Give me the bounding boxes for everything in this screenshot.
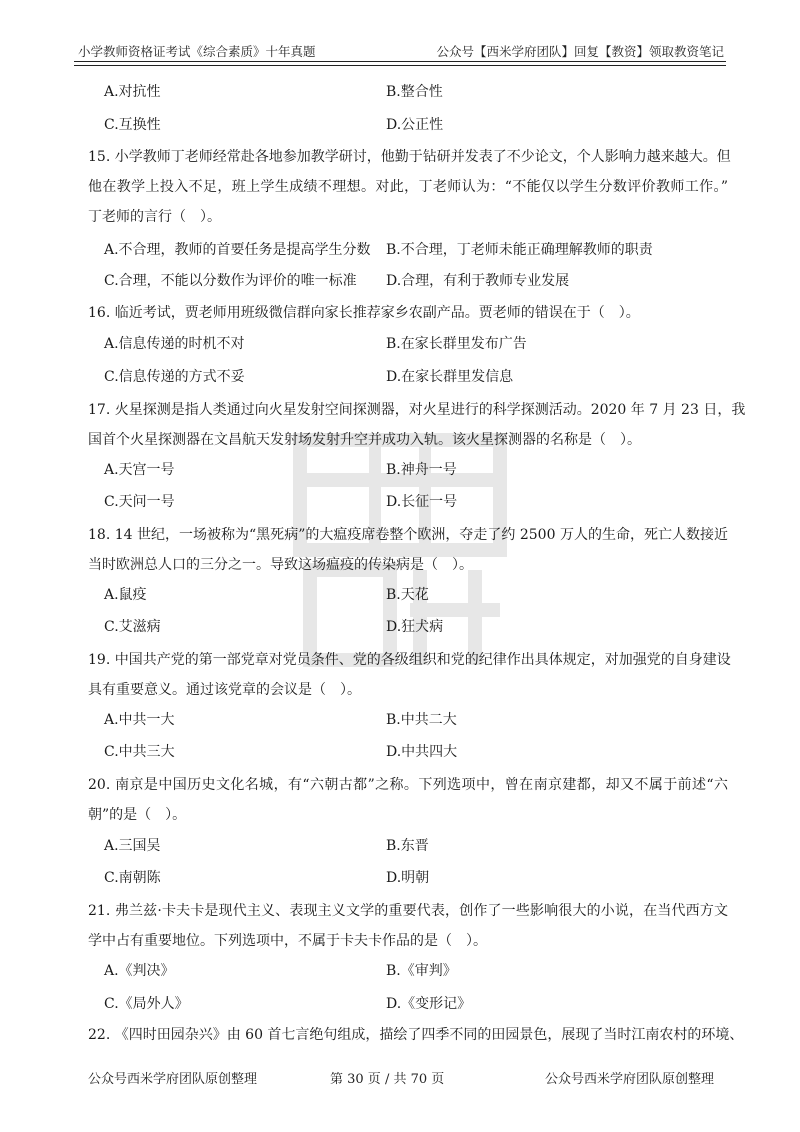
q16-option-d: D.在家长群里发信息 xyxy=(386,369,514,385)
question-15 xyxy=(88,142,731,232)
q20-option-b: B.东晋 xyxy=(386,838,429,854)
q21-option-a: A.《判决》 xyxy=(104,963,175,979)
q18-option-a: A.鼠疫 xyxy=(104,587,147,603)
q15-option-b: B.不合理，丁老师未能正确理解教师的职责 xyxy=(386,242,653,258)
question-17-line: 国首个火星探测器在文昌航天发射场发射升空并成功入轨。该火星探测器的名称是（ ）。 xyxy=(88,432,641,448)
question-17 xyxy=(88,395,746,455)
q21-option-c: C.《局外人》 xyxy=(104,996,189,1012)
question-18-line: 当时欧洲总人口的三分之一。导致这场瘟疫的传染病是（ ）。 xyxy=(88,557,473,573)
q21-option-d: D.《变形记》 xyxy=(386,996,472,1012)
question-15-line: 15. 小学教师丁老师经常赴各地参加教学研讨，他勤于钻研并发表了不少论文，个人影响力越来越大。但 xyxy=(88,149,731,165)
q20-option-d: D.明朝 xyxy=(386,870,430,886)
question-15-line: 丁老师的言行（ ）。 xyxy=(88,209,221,225)
question-18 xyxy=(88,520,728,580)
q17-option-a: A.天宫一号 xyxy=(104,462,175,478)
question-21-line: 21. 弗兰兹·卡夫卡是现代主义、表现主义文学的重要代表，创作了一些影响很大的小说，在当代西方文 xyxy=(88,903,728,919)
question-20 xyxy=(88,770,728,830)
q19-option-b: B.中共二大 xyxy=(386,712,457,728)
q15-option-a: A.不合理，教师的首要任务是提高学生分数 xyxy=(104,242,371,258)
q17-option-d: D.长征一号 xyxy=(386,494,458,510)
q17-option-b: B.神舟一号 xyxy=(386,462,457,478)
question-22-line: 22. 《四时田园杂兴》由 60 首七言绝句组成，描绘了四季不同的田园景色，展现了当时江南农村的环境、 xyxy=(88,1027,744,1043)
q14-option-a: A.对抗性 xyxy=(104,84,161,100)
question-18-line: 18. 14 世纪，一场被称为“黑死病”的大瘟疫席卷整个欧洲，夺走了约 2500 万人的生命，死亡人数接近 xyxy=(88,527,728,543)
question-16 xyxy=(88,298,728,328)
q16-option-b: B.在家长群里发布广告 xyxy=(386,336,527,352)
header-promo: 公众号【西米学府团队】回复【教资】领取教资笔记 xyxy=(436,44,724,59)
q14-option-d: D.公正性 xyxy=(386,117,444,133)
q19-option-a: A.中共一大 xyxy=(104,712,175,728)
question-17-line: 17. 火星探测是指人类通过向火星发射空间探测器，对火星进行的科学探测活动。2020 年 7 月 23 日，我 xyxy=(88,402,746,418)
question-16-line: 16. 临近考试，贾老师用班级微信群向家长推荐家乡农副产品。贾老师的错误在于（ ）。 xyxy=(88,305,640,321)
question-22 xyxy=(88,1020,744,1050)
question-21-line: 学中占有重要地位。下列选项中，不属于卡夫卡作品的是（ ）。 xyxy=(88,933,487,949)
q15-option-c: C.合理，不能以分数作为评价的唯一标准 xyxy=(104,273,357,289)
footer-left: 公众号西米学府团队原创整理 xyxy=(88,1072,258,1087)
q18-option-c: C.艾滋病 xyxy=(104,619,161,635)
q17-option-c: C.天问一号 xyxy=(104,494,175,510)
question-21 xyxy=(88,896,728,956)
question-19-line: 具有重要意义。通过该党章的会议是（ ）。 xyxy=(88,682,361,698)
q18-option-b: B.天花 xyxy=(386,587,429,603)
question-19-line: 19. 中国共产党的第一部党章对党员条件、党的各级组织和党的纪律作出具体规定，对加强党的自身建设 xyxy=(88,652,731,668)
q14-option-b: B.整合性 xyxy=(386,84,443,100)
q16-option-c: C.信息传递的方式不妥 xyxy=(104,369,245,385)
q20-option-c: C.南朝陈 xyxy=(104,870,161,886)
q15-option-d: D.合理，有利于教师专业发展 xyxy=(386,273,570,289)
q21-option-b: B.《审判》 xyxy=(386,963,457,979)
q19-option-d: D.中共四大 xyxy=(386,744,458,760)
footer-right: 公众号西米学府团队原创整理 xyxy=(544,1072,714,1087)
question-15-line: 他在教学上投入不足，班上学生成绩不理想。对此，丁老师认为：“不能仅以学生分数评价教师工作。” xyxy=(88,179,728,195)
q19-option-c: C.中共三大 xyxy=(104,744,175,760)
page-number: 第 30 页 / 共 70 页 xyxy=(330,1072,445,1087)
question-19 xyxy=(88,645,731,705)
q16-option-a: A.信息传递的时机不对 xyxy=(104,336,245,352)
q14-option-c: C.互换性 xyxy=(104,117,161,133)
question-20-line: 朝”的是（ ）。 xyxy=(88,807,187,823)
header-title: 小学教师资格证考试《综合素质》十年真题 xyxy=(78,44,316,59)
question-20-line: 20. 南京是中国历史文化名城，有“六朝古都”之称。下列选项中，曾在南京建都，却又不属于前述“六 xyxy=(88,777,728,793)
q20-option-a: A.三国吴 xyxy=(104,838,161,854)
q18-option-d: D.狂犬病 xyxy=(386,619,444,635)
